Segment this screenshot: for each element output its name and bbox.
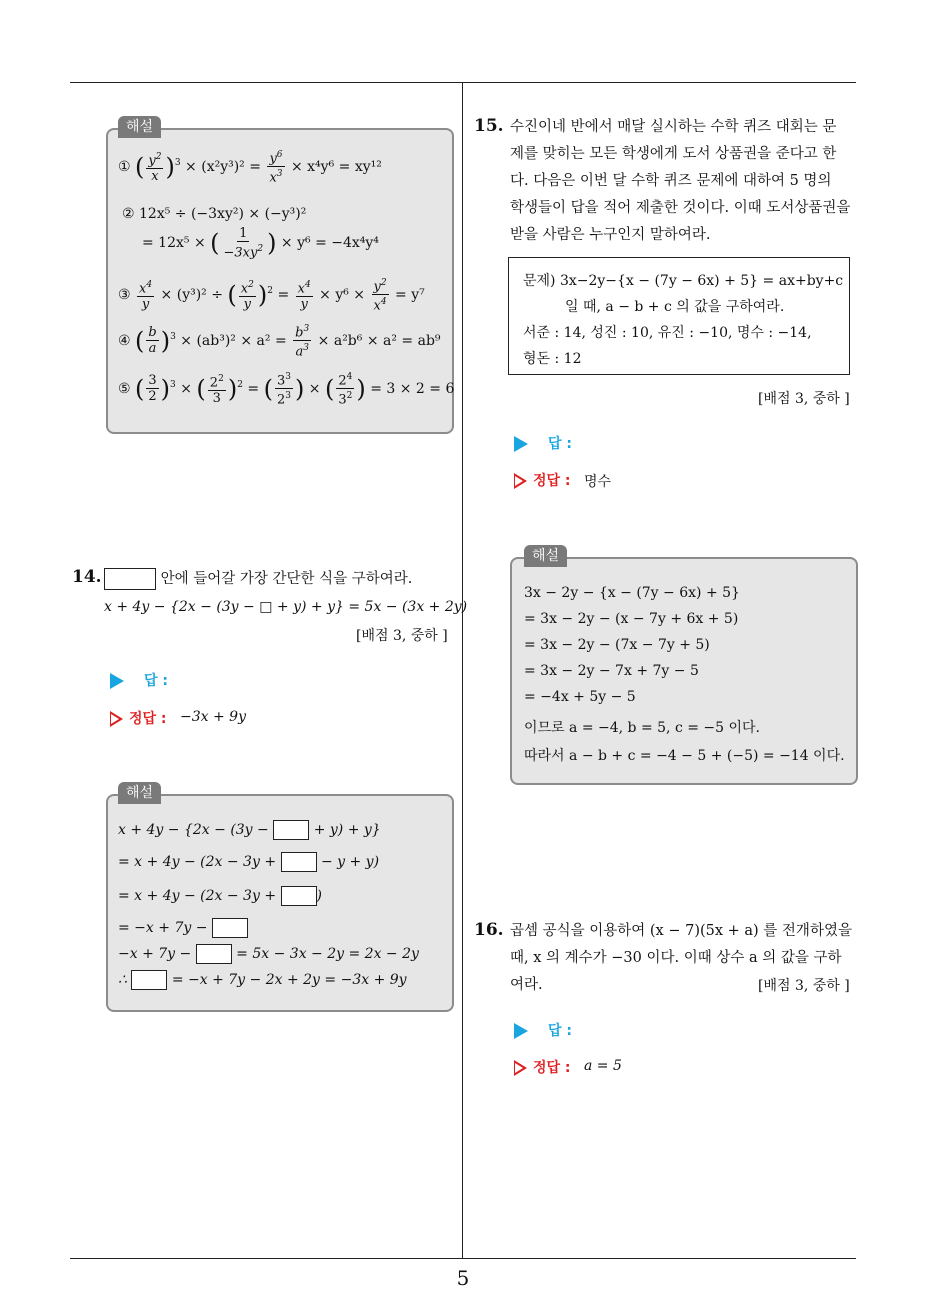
sol15-line-1: 3x − 2y − {x − (7y − 6x) + 5}: [524, 585, 740, 601]
outline-triangle-icon: [514, 473, 527, 489]
top-rule: [70, 82, 856, 83]
blank-box: [273, 820, 309, 840]
blank-box: [196, 944, 232, 964]
sol15-line-5: = −4x + 5y − 5: [524, 689, 636, 705]
correct-value-16: a = 5: [584, 1058, 622, 1074]
bottom-rule: [70, 1258, 856, 1259]
play-icon: [514, 1023, 528, 1039]
question-expression-14: x + 4y − {2x − (3y − □ + y) + y} = 5x − (3x + 2y): [104, 599, 468, 615]
solution-line-5: ⑤ ( $\frac{3}{2}$ )$^3$ × ( $\frac{2^2}{3}$ )$^2$ = ( $\frac{3^3}{2^3}$ ) × ( $\frac{2^4}{3^2}$ ) = 3 × 2 = 6: [118, 372, 455, 408]
sol15-line-3: = 3x − 2y − (7x − 7y + 5): [524, 637, 710, 653]
column-divider: [462, 83, 463, 1258]
blank-box: [281, 886, 317, 906]
sol14-line-6: ∴ = −x + 7y − 2x + 2y = −3x + 9y: [118, 972, 407, 988]
problem-line-2: 일 때, a − b + c 의 값을 구하여라.: [565, 299, 785, 315]
solution-line-3: ③ $\frac{x^4}{y}$ × (y³)² ÷ ( $\frac{x^2}{y}$ )$^2$ = $\frac{x^4}{y}$ × y⁶ × $\frac{y^2}{x^4}$ = y⁷: [118, 278, 425, 314]
question-number-16: 16.: [474, 920, 504, 940]
sol14-line-4: = −x + 7y −: [118, 918, 248, 938]
sol14-line-5: −x + 7y − = 5x − 3x − 2y = 2x − 2y: [118, 946, 419, 962]
sol14-line-3: = x + 4y − (2x − 3y + ): [118, 888, 322, 904]
question-meta-16: [배점 3, 중하 ]: [758, 978, 850, 994]
solution-line-2a: ② 12x⁵ ÷ (−3xy²) × (−y³)²: [122, 206, 307, 222]
question-text-14: 안에 들어갈 가장 간단한 식을 구하여라.: [104, 566, 412, 593]
problem-line-3: 서준 : 14, 성진 : 10, 유진 : −10, 명수 : −14,: [523, 325, 812, 341]
answer-label-14: 답 :: [110, 670, 168, 690]
play-icon: [514, 436, 528, 452]
correct-value-14: −3x + 9y: [180, 709, 246, 725]
sol15-line-2: = 3x − 2y − (x − 7y + 6x + 5): [524, 611, 739, 627]
question-text-16: 곱셈 공식을 이용하여 (x − 7)(5x + a) 를 전개하였을 때, x 의 계수가 −30 이다. 이때 상수 a 의 값을 구하 여라.: [510, 923, 852, 993]
sol14-line-1: x + 4y − {2x − (3y − + y) + y}: [118, 822, 381, 838]
solution-box-15: [510, 557, 858, 785]
outline-triangle-icon: [514, 1060, 527, 1076]
question-number-14: 14.: [72, 567, 102, 587]
problem-line-1: 문제) 3x−2y−{x − (7y − 6x) + 5} = ax+by+c: [523, 273, 844, 289]
blank-box: [131, 970, 167, 990]
blank-box: [212, 918, 248, 938]
solution-line-1: ① ( $\frac{y^2}{x}$ )$^3$ × (x²y³)² = $\frac{y^6}{x^3}$ × x⁴y⁶ = xy¹²: [118, 150, 382, 186]
question-meta-14: [배점 3, 중하 ]: [356, 628, 448, 644]
solution-box-13: [106, 128, 454, 434]
answer-label-15: 답 :: [514, 433, 572, 453]
question-number-15: 15.: [474, 116, 504, 136]
solution-box-14: [106, 794, 454, 1012]
solution-tag-14: 해설: [118, 782, 161, 804]
sol15-line-6: 이므로 a = −4, b = 5, c = −5 이다.: [524, 720, 760, 736]
solution-tag-15: 해설: [524, 545, 567, 567]
question-meta-15: [배점 3, 중하 ]: [758, 391, 850, 407]
blank-box: [104, 568, 156, 590]
sol15-line-4: = 3x − 2y − 7x + 7y − 5: [524, 663, 699, 679]
sol15-line-7: 따라서 a − b + c = −4 − 5 + (−5) = −14 이다.: [524, 748, 845, 764]
answer-label-16: 답 :: [514, 1020, 572, 1040]
correct-label-16: 정답 :: [514, 1057, 571, 1077]
solution-line-4: ④ ( $\frac{b}{a}$ )$^3$ × (ab³)² × a² = $\frac{b^3}{a^3}$ × a²b⁶ × a² = ab⁹: [118, 324, 441, 360]
sol14-line-2: = x + 4y − (2x − 3y + − y + y): [118, 854, 380, 870]
blank-box: [281, 852, 317, 872]
correct-value-15: 명수: [584, 474, 612, 490]
play-icon: [110, 673, 124, 689]
correct-label-15: 정답 :: [514, 470, 571, 490]
solution-tag-13: 해설: [118, 116, 161, 138]
problem-box-15: [508, 257, 850, 375]
solution-line-2b: = 12x⁵ × ( $\frac{1}{-3xy^2}$ ) × y⁶ = −4x⁴y⁴: [142, 226, 379, 261]
page-number: 5: [456, 1266, 470, 1290]
question-text-15: 수진이네 반에서 매달 실시하는 수학 퀴즈 대회는 문 제를 맞히는 모든 학생에게 도서 상품권을 준다고 한 다. 다음은 이번 달 수학 퀴즈 문제에 대하여 5 명의 학생들이 답을 적어 제출한 것이다. 이때 도서상품권을 받을 사람은 누구인지 말하여라.: [510, 119, 851, 243]
correct-label-14: 정답 :: [110, 708, 167, 728]
problem-line-4: 형돈 : 12: [523, 351, 582, 367]
outline-triangle-icon: [110, 711, 123, 727]
